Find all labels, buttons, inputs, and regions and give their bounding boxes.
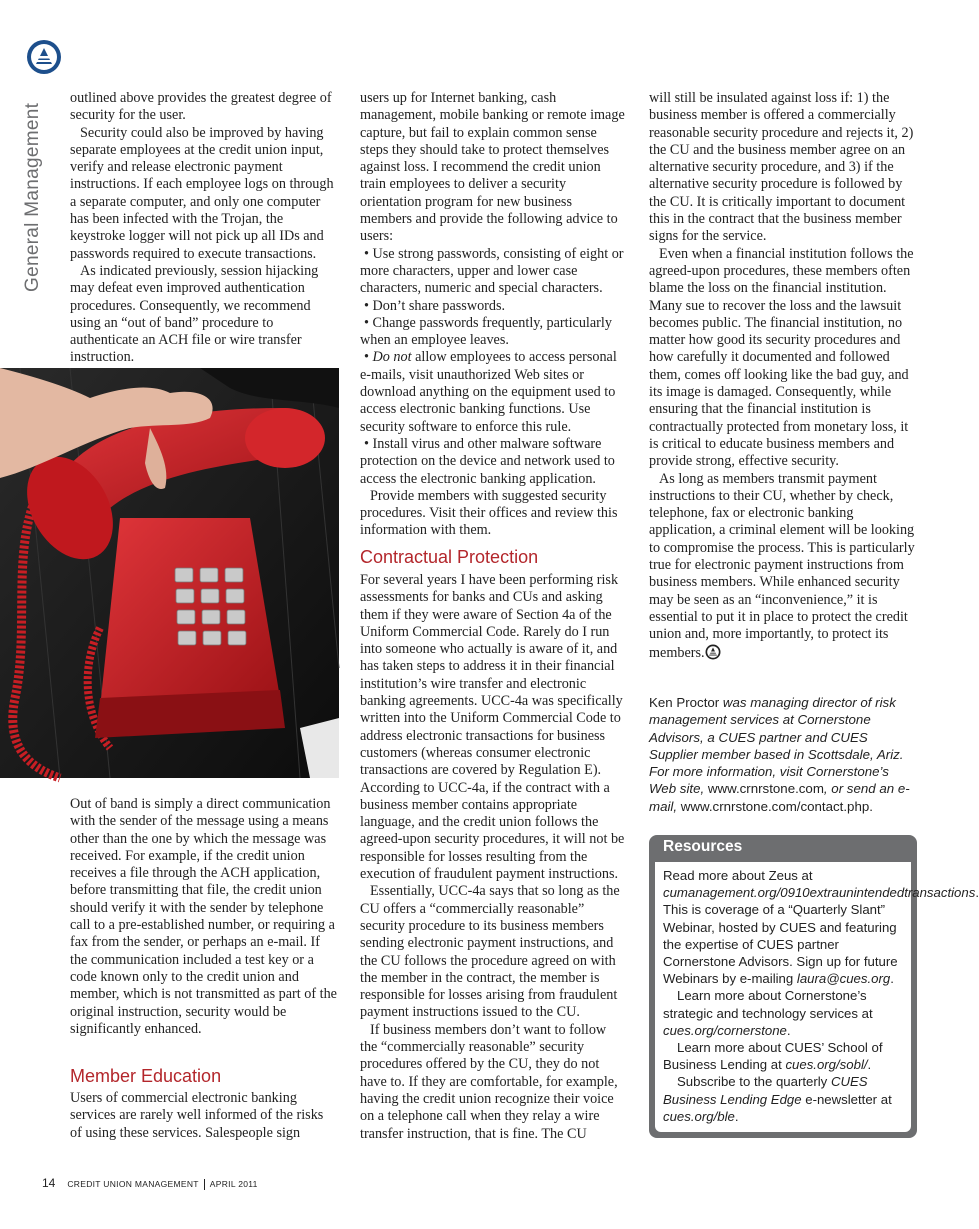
resource-link: cues.org/cornerstone <box>663 1022 787 1038</box>
section-tab-label: General Management <box>22 102 43 292</box>
heading-member-education: Member Education <box>70 1066 222 1086</box>
footer-divider <box>204 1179 205 1190</box>
resource-text: Read more about Zeus at <box>663 868 813 883</box>
resource-text: e-newsletter at <box>801 1091 892 1107</box>
resource-link: cues.org/sobl/ <box>785 1057 868 1073</box>
resource-link: cumanagement.org/0910extraunintendedtransactions <box>663 885 976 901</box>
paragraph: Security could also be improved by having separate employees at the credit union input, verify and release electronic payment instructions. If each employee logs on through a separate computer, and only one computer has been infected with the Trojan, the keystroke logger will not pick up all IDs and passwords required to execute transactions. <box>70 124 334 262</box>
heading-contractual-protection: Contractual Protection <box>360 547 539 567</box>
bio-website: www.crnrstone.com <box>707 781 824 797</box>
bullet-item: • Use strong passwords, consisting of eight or more characters, upper and lower case characters, numeric and special characters. <box>360 245 624 297</box>
paragraph: Out of band is simply a direct communication with the sender of the message using a means other than the one by which the message was received. For example, if the credit union receives a file through the ACH application, before transmitting that file, the credit union should verify it with the sender by telephone call to a pre-established number, or requiring a fax from the sender, or perhaps an e-mail. If the communication included a test key or a code known only to the credit union and member, which is not transmitted as part of the original instruction, security would be significantly enhanced. <box>70 796 337 1037</box>
resource-item <box>663 1039 905 1073</box>
paragraph: Essentially, UCC-4a says that so long as the CU offers a “commercially reasonable” security procedure to its business members sending electronic payment instructions, and the CU follows the procedure agreed on with the member in the contract, the member is responsible for losses arising from fraudulent payment instructions issued to the CU. <box>360 883 620 1021</box>
bio-text: , or send an e-mail, <box>649 781 910 814</box>
bullet-item: • Do not allow employees to access personal e-mails, visit unauthorized Web sites or download anything on the equipment used to access electronic banking functions. Use security software to enforce this rule. <box>360 349 617 435</box>
column-2-contract <box>360 572 625 1143</box>
resource-item <box>663 1073 905 1125</box>
resources-box <box>649 835 979 1138</box>
paragraph: Even when a financial institution follows the agreed-upon procedures, these members often blame the loss on the financial institution. Many sue to recover the loss and the lawsuit becomes public. The financial institution, no matter how good its security procedures and how carefully it documented and followed them, comes off looking like the bad guy, and its image is damaged. Consequently, while ensuring that the financial institution is contractually protected from monetary loss, it is critical to educate business members and provide strong, effective security. <box>649 245 914 470</box>
cues-end-mark-icon <box>705 644 721 660</box>
resource-text: . <box>867 1057 872 1073</box>
paragraph: For several years I have been performing risk assessments for banks and CUs and asking them if they were aware of Section 4a of the Uniform Commercial Code. Rarely do I run into someone who actually is aware of it, and has taken steps to address it in their financial institution’s wire transfer and electronic banking agreements. UCC-4a was specifically written into the Uniform Commercial Code to address electronic transactions for business customers (whereas consumer electronic transactions are covered by Regulation E). According to UCC-4a, if the contract with a business member contains appropriate language, and the credit union follows the agreed-upon security procedures, it will not be responsible for losses resulting from the execution of fraudulent payment instructions. <box>360 572 625 883</box>
resource-text: . <box>734 1108 739 1124</box>
bullet-item: • Don’t share passwords. <box>364 297 506 314</box>
paragraph <box>649 471 916 662</box>
resources-title: Resources <box>663 838 743 855</box>
bullet-item: • Install virus and other malware software protection on the device and network used to access the electronic banking application. <box>360 435 615 487</box>
bio-contact-link: www.crnrstone.com/contact.php <box>680 798 870 814</box>
paragraph-text: As long as members transmit payment instructions to their CU, whether by check, telephone, fax or electronic banking application, a criminal element will be looking to compromise the process. This is particularly true for electronic payment instructions from business members. While enhanced security may be seen as an “inconvenience,” it is essential to put it in place to protect the credit union and, more importantly, to protect its members. <box>649 470 915 661</box>
column-1-member-education <box>70 1090 338 1142</box>
bullet-item: • Change passwords frequently, particularly when an employee leaves. <box>360 314 612 349</box>
resource-text: Learn more about CUES’ School of Business Lending at <box>663 1040 883 1073</box>
bullet-emphasis: Do not <box>372 349 412 366</box>
paragraph: If business members don’t want to follow the “commercially reasonable” security procedures offered by the CU, they do not have to. If they are comfortable, for example, having the credit union recognize their voice on a telephone call when they relay a wire transfer instruction, that is fine. The CU <box>360 1021 618 1142</box>
column-3 <box>649 90 916 662</box>
resource-link: cues.org/ble <box>663 1108 735 1124</box>
column-1-bottom <box>70 796 338 1038</box>
paragraph: will still be insulated against loss if: 1) the business member is offered a commercially reasonable security procedure and rejects it, 2) the CU and the business member agree on an alternative security procedure, and 3) if the alternative security procedure is followed by the CU. It is critically important to document this in the contract that the business member signs for the service. <box>649 90 914 245</box>
paragraph: Users of commercial electronic banking services are rarely well informed of the risks of using these services. Salespeople sign <box>70 1090 324 1141</box>
resource-text: . This is coverage of a “Quarterly Slant” Webinar, hosted by CUES and featuring the expertise of CUES partner Cornerstone Advisors. Sign up for future Webinars by e-mailing <box>663 885 979 987</box>
paragraph: As indicated previously, session hijacking may defeat even improved authentication procedures. Consequently, we recommend using an “out of band” procedure to authenticate an ACH file or wire transfer instruction. <box>70 262 319 366</box>
page-footer <box>42 1176 258 1190</box>
resource-item <box>663 987 905 1039</box>
author-bio <box>649 694 919 815</box>
cues-logo-icon <box>26 39 62 75</box>
column-1-top <box>70 90 338 367</box>
resource-text: . <box>786 1022 791 1038</box>
resource-emphasis: CUES Business Lending Edge <box>663 1074 868 1107</box>
resource-item <box>663 867 979 987</box>
telephone-illustration <box>0 368 339 778</box>
red-telephone-photo <box>0 368 339 778</box>
paragraph: outlined above provides the greatest degree of security for the user. <box>70 90 332 124</box>
resource-text: Subscribe to the quarterly <box>677 1074 831 1090</box>
issue-date: APRIL 2011 <box>209 1179 258 1189</box>
section-tab <box>22 92 54 292</box>
resource-email: laura@cues.org <box>796 971 891 987</box>
paragraph: users up for Internet banking, cash management, mobile banking or remote image capture, but fail to explain common sense steps they should take to protect themselves against loss. I recommend the credit union train employees to deliver a security orientation program for new business members and provide the following advice to users: <box>360 90 625 245</box>
resource-text: . <box>890 971 894 987</box>
bio-end: . <box>869 798 873 814</box>
page-number: 14 <box>42 1176 56 1190</box>
paragraph: Provide members with suggested security procedures. Visit their offices and review this information with them. <box>360 487 618 539</box>
resources-body <box>655 862 979 1132</box>
bullet-text: allow employees to access personal e-mails, visit unauthorized Web sites or download anything on the equipment used to access electronic banking functions. Use security software to enforce this rule. <box>360 349 617 435</box>
publication-name: CREDIT UNION MANAGEMENT <box>67 1179 199 1189</box>
author-name: Ken Proctor <box>649 695 720 710</box>
bio-text: was managing director of risk management services at Cornerstone Advisors, a CUES partner and CUES Supplier member based in Scottsdale, Ariz. For more information, visit Cornerstone’s Web site, <box>649 695 904 797</box>
column-2-top <box>360 90 625 540</box>
resource-text: Learn more about Cornerstone’s strategic and technology services at <box>663 988 873 1021</box>
